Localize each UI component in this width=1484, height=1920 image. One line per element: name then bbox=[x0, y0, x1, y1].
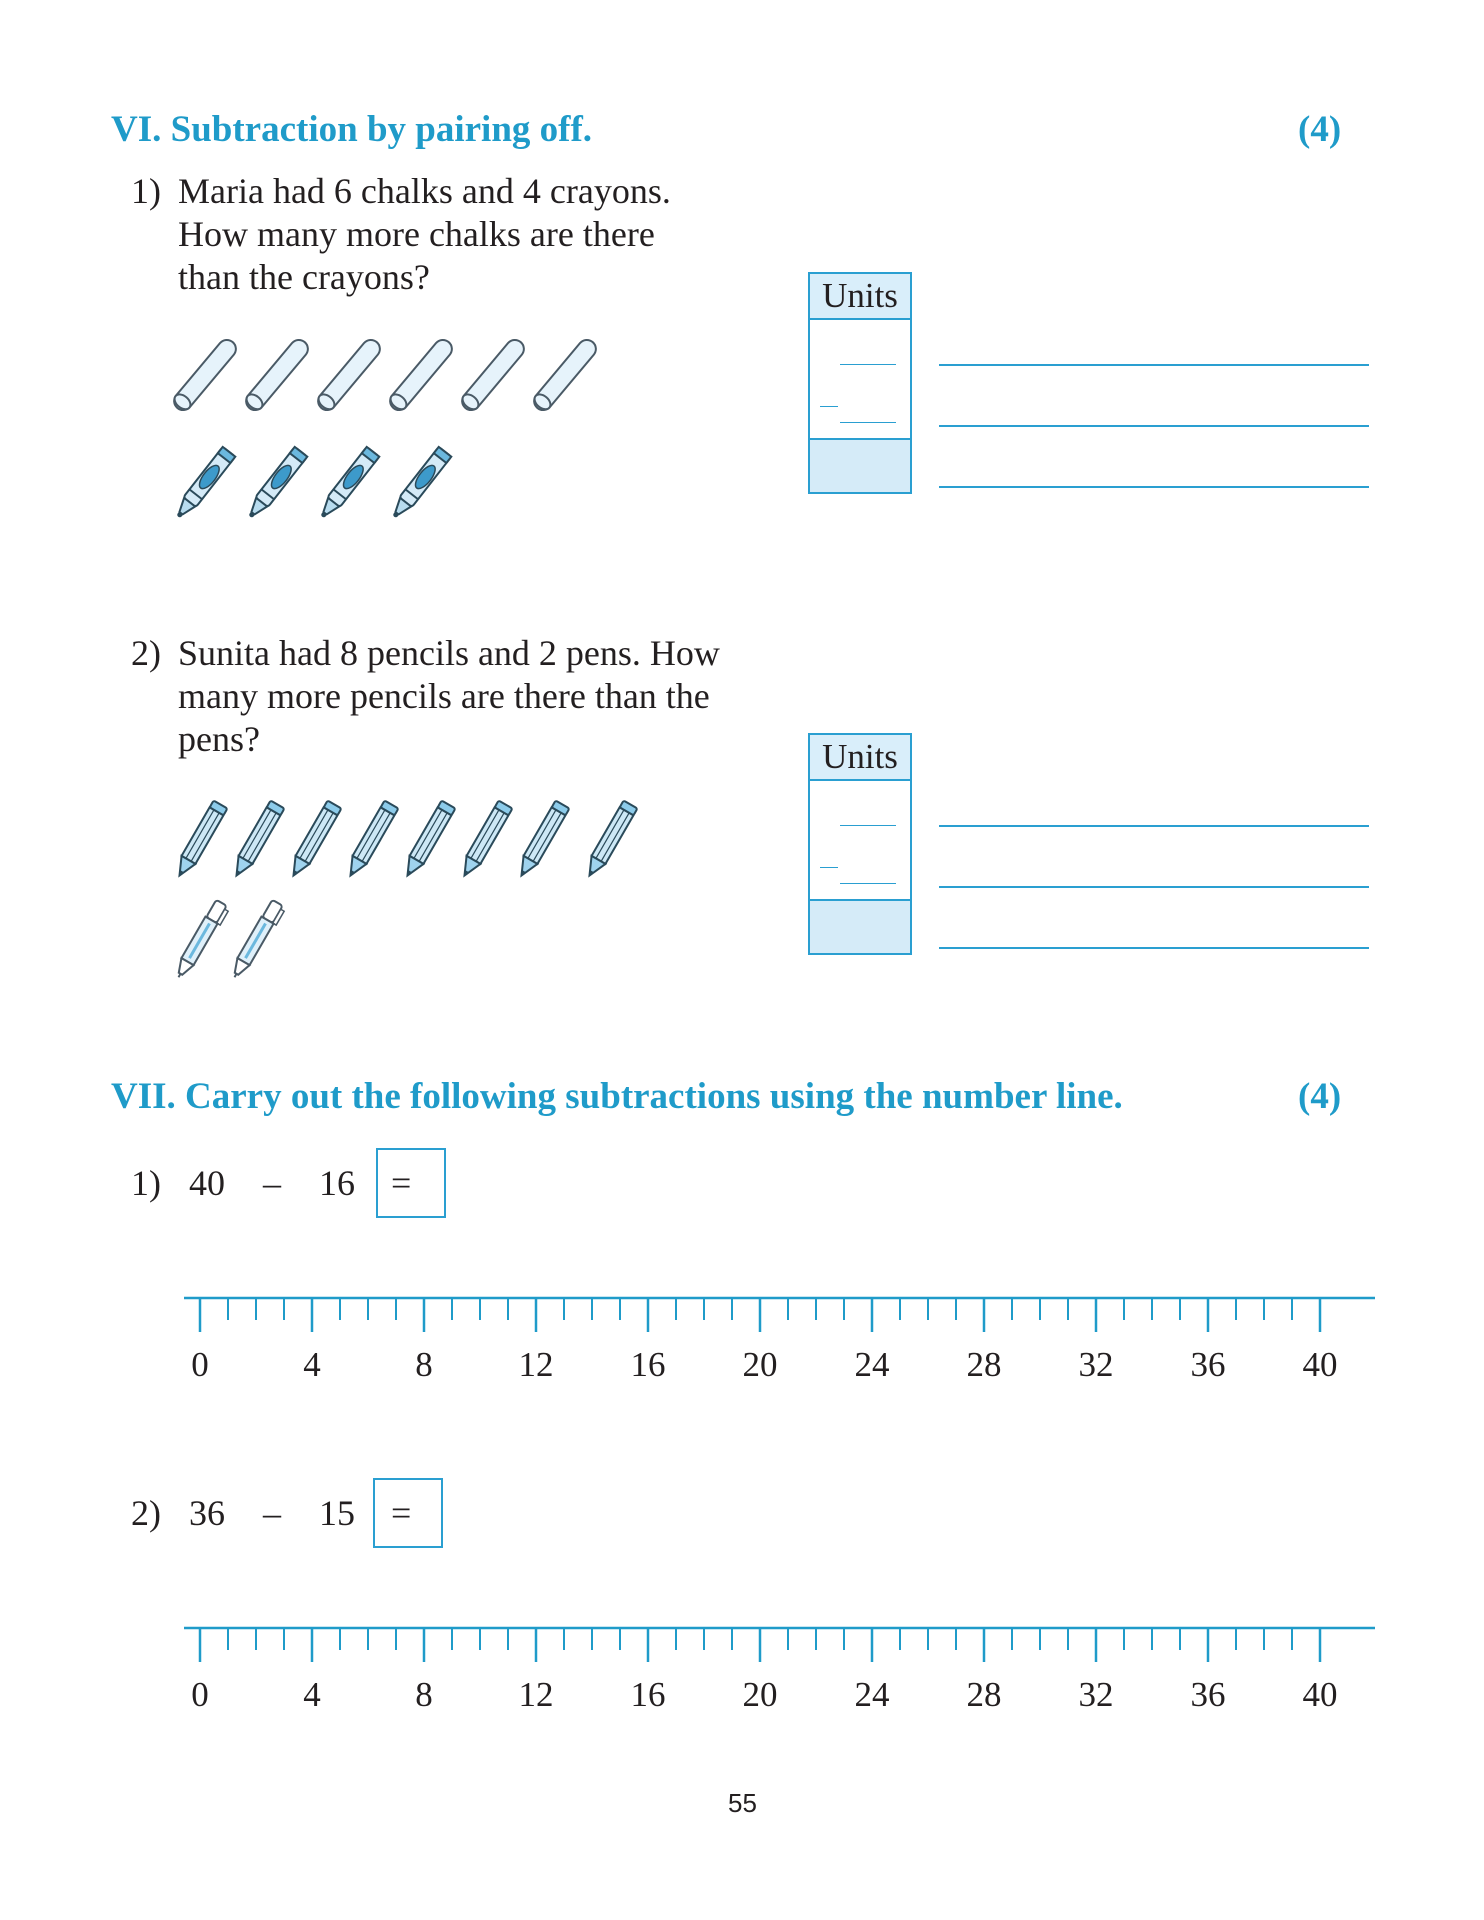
question-2-line-1: Sunita had 8 pencils and 2 pens. How bbox=[178, 633, 720, 673]
equation-1-equals: = bbox=[391, 1163, 412, 1203]
section-7-title: VII. Carry out the following subtractions using the number line. bbox=[111, 1076, 1123, 1117]
equation-1 bbox=[131, 1162, 411, 1204]
pencil-icon bbox=[341, 795, 401, 885]
tick-label: 24 bbox=[854, 1675, 890, 1714]
tick-label: 0 bbox=[191, 1345, 209, 1384]
answer-line-1c[interactable] bbox=[939, 486, 1369, 488]
tick-label: 32 bbox=[1078, 1345, 1114, 1384]
pencil-icon bbox=[512, 795, 572, 885]
tick-label: 8 bbox=[415, 1345, 433, 1384]
question-2-number: 2) bbox=[131, 633, 161, 673]
equation-2 bbox=[131, 1492, 411, 1534]
pencil-icon bbox=[170, 795, 230, 885]
answer-line-1a[interactable] bbox=[939, 364, 1369, 366]
tick-label: 40 bbox=[1302, 1675, 1338, 1714]
pencil-icon bbox=[398, 795, 458, 885]
page-number: 55 bbox=[728, 1788, 757, 1818]
tick-label: 4 bbox=[303, 1675, 321, 1714]
chalk-icon bbox=[242, 330, 312, 420]
tick-label: 0 bbox=[191, 1675, 209, 1714]
section-6-marks: (4) bbox=[1298, 109, 1342, 150]
number-line-1 bbox=[170, 1290, 1390, 1350]
number-line-2 bbox=[170, 1620, 1390, 1680]
pencil-icon bbox=[227, 795, 287, 885]
units-answer-cell-1[interactable] bbox=[810, 438, 910, 492]
crayon-icon bbox=[314, 435, 384, 530]
question-2-line-2: many more pencils are there than the bbox=[178, 676, 710, 716]
units-blank-1a[interactable] bbox=[840, 364, 896, 365]
section-7-marks: (4) bbox=[1298, 1076, 1342, 1117]
tick-label: 36 bbox=[1190, 1675, 1226, 1714]
answer-line-2b[interactable] bbox=[939, 886, 1369, 888]
tick-label: 40 bbox=[1302, 1345, 1338, 1384]
pencil-icon bbox=[580, 795, 640, 885]
units-blank-2a[interactable] bbox=[840, 825, 896, 826]
tick-label: 4 bbox=[303, 1345, 321, 1384]
tick-label: 36 bbox=[1190, 1345, 1226, 1384]
tick-label: 28 bbox=[966, 1345, 1002, 1384]
number-line-1-labels bbox=[0, 1345, 1484, 1395]
answer-box-2[interactable] bbox=[373, 1478, 443, 1548]
question-2-line-3: pens? bbox=[178, 719, 260, 759]
chalk-icon bbox=[530, 330, 600, 420]
tick-label: 20 bbox=[742, 1675, 778, 1714]
units-header-1: Units bbox=[810, 274, 910, 320]
units-blank-1b[interactable] bbox=[840, 422, 896, 423]
tick-label: 20 bbox=[742, 1345, 778, 1384]
tick-label: 8 bbox=[415, 1675, 433, 1714]
equation-2-equals: = bbox=[391, 1493, 412, 1533]
tick-label: 16 bbox=[630, 1345, 666, 1384]
answer-line-2c[interactable] bbox=[939, 947, 1369, 949]
pencil-icon bbox=[455, 795, 515, 885]
answer-box-1[interactable] bbox=[376, 1148, 446, 1218]
question-1-line-2: How many more chalks are there bbox=[178, 214, 655, 254]
question-1-number: 1) bbox=[131, 171, 161, 211]
units-answer-cell-2[interactable] bbox=[810, 899, 910, 953]
question-1-line-1: Maria had 6 chalks and 4 crayons. bbox=[178, 171, 671, 211]
minus-sign bbox=[820, 867, 838, 868]
chalk-icon bbox=[458, 330, 528, 420]
equation-2-subtrahend: 15 bbox=[319, 1493, 355, 1533]
tick-label: 24 bbox=[854, 1345, 890, 1384]
equation-2-minuend: 36 bbox=[189, 1493, 225, 1533]
pencil-icon bbox=[284, 795, 344, 885]
pens-row bbox=[170, 895, 320, 995]
equation-1-subtrahend: 16 bbox=[319, 1163, 355, 1203]
chalk-icon bbox=[314, 330, 384, 420]
tick-label: 12 bbox=[518, 1675, 554, 1714]
answer-line-2a[interactable] bbox=[939, 825, 1369, 827]
number-line-2-labels bbox=[0, 1675, 1484, 1725]
pen-icon bbox=[170, 895, 230, 985]
crayon-icon bbox=[170, 435, 240, 530]
equation-1-minus: – bbox=[263, 1163, 281, 1203]
section-6-title: VI. Subtraction by pairing off. bbox=[111, 109, 593, 150]
crayon-icon bbox=[386, 435, 456, 530]
units-blank-2b[interactable] bbox=[840, 883, 896, 884]
chalk-icon bbox=[386, 330, 456, 420]
question-1-text bbox=[178, 170, 671, 299]
tick-label: 28 bbox=[966, 1675, 1002, 1714]
crayon-icon bbox=[242, 435, 312, 530]
equation-2-number: 2) bbox=[131, 1493, 161, 1533]
tick-label: 16 bbox=[630, 1675, 666, 1714]
equation-1-minuend: 40 bbox=[189, 1163, 225, 1203]
units-box-1 bbox=[808, 272, 912, 494]
crayons-row bbox=[170, 435, 500, 535]
minus-sign bbox=[820, 406, 838, 407]
chalk-icon bbox=[170, 330, 240, 420]
question-1-line-3: than the crayons? bbox=[178, 257, 430, 297]
equation-2-minus: – bbox=[263, 1493, 281, 1533]
equation-1-number: 1) bbox=[131, 1163, 161, 1203]
units-box-2 bbox=[808, 733, 912, 955]
pencils-row bbox=[170, 795, 660, 895]
pen-icon bbox=[226, 895, 286, 985]
units-header-2: Units bbox=[810, 735, 910, 781]
chalks-row bbox=[170, 330, 640, 430]
question-2-text bbox=[178, 632, 720, 761]
tick-label: 12 bbox=[518, 1345, 554, 1384]
answer-line-1b[interactable] bbox=[939, 425, 1369, 427]
tick-label: 32 bbox=[1078, 1675, 1114, 1714]
